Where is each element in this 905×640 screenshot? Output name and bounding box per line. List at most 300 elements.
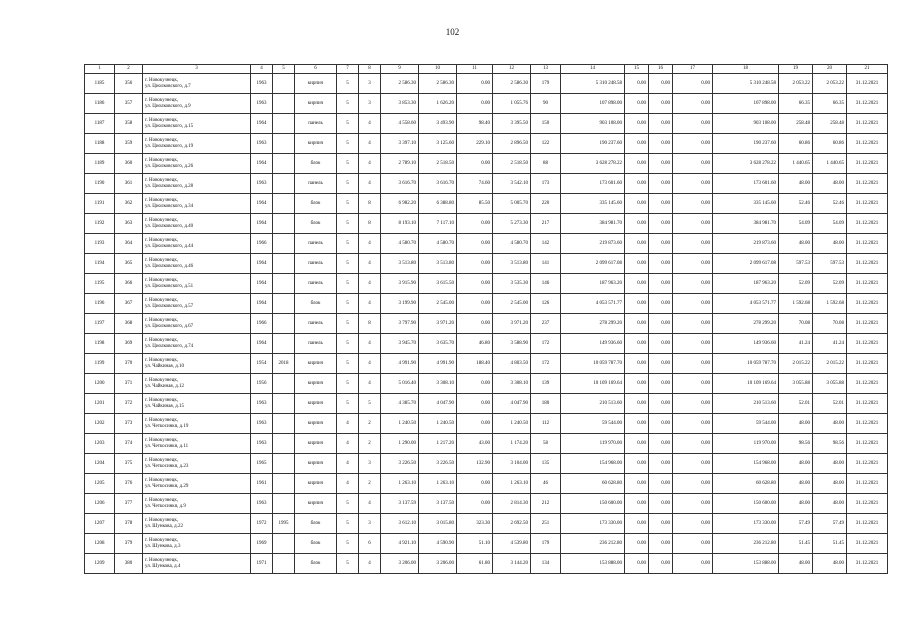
living-area-cell: 6 388.80 [419, 194, 457, 214]
fund-3-cell: 0.00 [673, 254, 713, 274]
object-id-cell: 371 [115, 374, 143, 394]
address-city: г. Новокузнецк, [145, 377, 179, 383]
nonresidential-area-cell: 0.00 [457, 314, 493, 334]
address-city: г. Новокузнецк, [145, 177, 179, 183]
renovation-year-cell [273, 74, 295, 94]
column-number-header-row [85, 65, 888, 74]
entrances-cell: 4 [359, 254, 381, 274]
fund-1-cell: 0.00 [625, 194, 649, 214]
row-number-cell: 1209 [85, 554, 115, 574]
address-city: г. Новокузнецк, [145, 137, 179, 143]
fund-3-cell: 0.00 [673, 294, 713, 314]
fund-2-cell: 0.00 [649, 94, 673, 114]
deadline-cell: 31.12.2021 [847, 314, 888, 334]
wall-material-cell: кирпич [295, 494, 337, 514]
object-id-cell: 356 [115, 74, 143, 94]
entrances-cell: 3 [359, 74, 381, 94]
row-number-cell: 1198 [85, 334, 115, 354]
cost-cell: 173 330.00 [561, 514, 625, 534]
build-year-cell: 1956 [251, 374, 273, 394]
entrances-cell: 4 [359, 134, 381, 154]
unit-cost-cell: 51.45 [779, 534, 813, 554]
unit-cost-cell: 41.24 [779, 334, 813, 354]
deadline-cell: 31.12.2021 [847, 394, 888, 414]
column-number-header: 20 [813, 65, 847, 74]
address-cell [143, 94, 251, 114]
total-area-cell: 8 193.10 [381, 214, 419, 234]
nonresidential-area-cell: 0.00 [457, 294, 493, 314]
entrances-cell: 4 [359, 554, 381, 574]
object-id-cell: 377 [115, 494, 143, 514]
table-body [85, 65, 888, 574]
cost-cell: 4 053 571.77 [561, 294, 625, 314]
wall-material-cell: панель [295, 334, 337, 354]
fund-1-cell: 0.00 [625, 74, 649, 94]
nonresidential-area-cell: 0.00 [457, 254, 493, 274]
address-city: г. Новокузнецк, [145, 497, 179, 503]
fund-2-cell: 0.00 [649, 374, 673, 394]
total-area-cell: 3 915.90 [381, 274, 419, 294]
address-street: ул. Четкосинкя, д.11 [145, 443, 189, 449]
fund-3-cell: 0.00 [673, 554, 713, 574]
fund-3-cell: 0.00 [673, 394, 713, 414]
renovation-year-cell [273, 474, 295, 494]
address-city: г. Новокузнецк, [145, 477, 179, 483]
fund-2-cell: 0.00 [649, 294, 673, 314]
cost-cell: 903 108.00 [561, 114, 625, 134]
build-year-cell: 1964 [251, 214, 273, 234]
entrances-cell: 4 [359, 354, 381, 374]
residents-cell: 112 [531, 414, 561, 434]
build-year-cell: 1964 [251, 254, 273, 274]
object-id-cell: 373 [115, 414, 143, 434]
nonresidential-area-cell: 85.50 [457, 194, 493, 214]
column-number-header: 13 [531, 65, 561, 74]
address-city: г. Новокузнецк, [145, 297, 179, 303]
deadline-cell: 31.12.2021 [847, 194, 888, 214]
limit-cost-cell: 52.01 [813, 394, 847, 414]
build-year-cell: 1963 [251, 414, 273, 434]
total-cost-cell: 903 108.00 [713, 114, 779, 134]
deadline-cell: 31.12.2021 [847, 514, 888, 534]
row-number-cell: 1186 [85, 94, 115, 114]
nonresidential-area-cell: 229.10 [457, 134, 493, 154]
address-city: г. Новокузнецк, [145, 557, 179, 563]
renovation-year-cell [273, 294, 295, 314]
entrances-cell: 2 [359, 434, 381, 454]
wall-material-cell: кирпич [295, 474, 337, 494]
unit-cost-cell: 48.00 [779, 234, 813, 254]
total-cost-cell: 10 059 787.70 [713, 354, 779, 374]
fund-3-cell: 0.00 [673, 134, 713, 154]
total-cost-cell: 3 628 278.22 [713, 154, 779, 174]
table-row [85, 354, 888, 374]
floors-cell: 5 [337, 154, 359, 174]
unit-cost-cell: 3 055.88 [779, 374, 813, 394]
floors-cell: 5 [337, 194, 359, 214]
cost-cell: 335 145.60 [561, 194, 625, 214]
limit-cost-cell: 2 053.22 [813, 74, 847, 94]
total-cost-cell: 119 970.00 [713, 434, 779, 454]
nonresidential-area-cell: 0.00 [457, 394, 493, 414]
address-street: ул. Циолковского, д.26 [145, 163, 194, 169]
cost-cell: 60 628.80 [561, 474, 625, 494]
living-area-cell: 1 263.10 [419, 474, 457, 494]
row-number-cell: 1204 [85, 454, 115, 474]
fund-3-cell: 0.00 [673, 434, 713, 454]
wall-material-cell: панель [295, 314, 337, 334]
limit-cost-cell: 258.48 [813, 114, 847, 134]
fund-2-cell: 0.00 [649, 214, 673, 234]
object-id-cell: 380 [115, 554, 143, 574]
renovation-year-cell [273, 114, 295, 134]
renovation-year-cell [273, 174, 295, 194]
object-id-cell: 370 [115, 354, 143, 374]
cost-cell: 59 544.00 [561, 414, 625, 434]
fund-3-cell: 0.00 [673, 214, 713, 234]
fund-1-cell: 0.00 [625, 474, 649, 494]
address-city: г. Новокузнецк, [145, 337, 179, 343]
address-city: г. Новокузнецк, [145, 417, 179, 423]
row-number-cell: 1185 [85, 74, 115, 94]
renovation-year-cell [273, 274, 295, 294]
nonresidential-area-cell: 74.60 [457, 174, 493, 194]
limit-cost-cell: 70.08 [813, 314, 847, 334]
residential-area-cell: 3 395.50 [493, 114, 531, 134]
entrances-cell: 2 [359, 474, 381, 494]
table-row [85, 554, 888, 574]
table-row [85, 114, 888, 134]
cost-cell: 236 212.80 [561, 534, 625, 554]
table-row [85, 274, 888, 294]
entrances-cell: 3 [359, 514, 381, 534]
limit-cost-cell: 52.46 [813, 194, 847, 214]
unit-cost-cell: 48.00 [779, 554, 813, 574]
fund-1-cell: 0.00 [625, 94, 649, 114]
object-id-cell: 360 [115, 154, 143, 174]
living-area-cell: 2 586.30 [419, 74, 457, 94]
cost-cell: 119 970.00 [561, 434, 625, 454]
address-cell [143, 234, 251, 254]
fund-1-cell: 0.00 [625, 254, 649, 274]
nonresidential-area-cell: 43.00 [457, 434, 493, 454]
living-area-cell: 2 518.50 [419, 154, 457, 174]
total-cost-cell: 219 873.60 [713, 234, 779, 254]
fund-2-cell: 0.00 [649, 194, 673, 214]
deadline-cell: 31.12.2021 [847, 334, 888, 354]
wall-material-cell: кирпич [295, 134, 337, 154]
floors-cell: 5 [337, 234, 359, 254]
residents-cell: 150 [531, 114, 561, 134]
address-street: ул. Чайкиная, д.10 [145, 363, 185, 369]
total-area-cell: 3 853.30 [381, 94, 419, 114]
column-number-header: 2 [115, 65, 143, 74]
nonresidential-area-cell: 0.00 [457, 234, 493, 254]
address-cell [143, 114, 251, 134]
address-cell [143, 214, 251, 234]
living-area-cell: 3 493.90 [419, 114, 457, 134]
wall-material-cell: кирпич [295, 94, 337, 114]
table-row [85, 414, 888, 434]
fund-3-cell: 0.00 [673, 274, 713, 294]
renovation-year-cell [273, 154, 295, 174]
build-year-cell: 1964 [251, 154, 273, 174]
column-number-header: 8 [359, 65, 381, 74]
entrances-cell: 4 [359, 294, 381, 314]
renovation-year-cell [273, 394, 295, 414]
object-id-cell: 367 [115, 294, 143, 314]
build-year-cell: 1963 [251, 174, 273, 194]
object-id-cell: 357 [115, 94, 143, 114]
object-id-cell: 378 [115, 514, 143, 534]
total-cost-cell: 150 600.00 [713, 494, 779, 514]
total-area-cell: 2 586.30 [381, 74, 419, 94]
address-street: ул. Циолковского, д.15 [145, 123, 194, 129]
column-number-header: 4 [251, 65, 273, 74]
deadline-cell: 31.12.2021 [847, 114, 888, 134]
living-area-cell: 2 545.00 [419, 294, 457, 314]
cost-cell: 187 963.20 [561, 274, 625, 294]
floors-cell: 5 [337, 214, 359, 234]
fund-1-cell: 0.00 [625, 454, 649, 474]
row-number-cell: 1190 [85, 174, 115, 194]
residential-area-cell: 3 535.30 [493, 274, 531, 294]
floors-cell: 5 [337, 74, 359, 94]
build-year-cell: 1963 [251, 434, 273, 454]
total-cost-cell: 335 145.60 [713, 194, 779, 214]
limit-cost-cell: 52.09 [813, 274, 847, 294]
column-number-header: 10 [419, 65, 457, 74]
total-area-cell: 1 290.00 [381, 434, 419, 454]
deadline-cell: 31.12.2021 [847, 94, 888, 114]
entrances-cell: 4 [359, 154, 381, 174]
fund-2-cell: 0.00 [649, 354, 673, 374]
total-cost-cell: 5 310 248.58 [713, 74, 779, 94]
fund-2-cell: 0.00 [649, 454, 673, 474]
total-cost-cell: 60 628.80 [713, 474, 779, 494]
build-year-cell: 1963 [251, 74, 273, 94]
renovation-year-cell [273, 234, 295, 254]
limit-cost-cell: 98.56 [813, 434, 847, 454]
address-cell [143, 354, 251, 374]
total-cost-cell: 278 299.20 [713, 314, 779, 334]
table-row [85, 254, 888, 274]
row-number-cell: 1199 [85, 354, 115, 374]
build-year-cell: 1971 [251, 554, 273, 574]
object-id-cell: 366 [115, 274, 143, 294]
cost-cell: 3 628 278.22 [561, 154, 625, 174]
entrances-cell: 5 [359, 394, 381, 414]
residential-area-cell: 4 580.70 [493, 234, 531, 254]
address-cell [143, 334, 251, 354]
total-area-cell: 3 797.90 [381, 314, 419, 334]
wall-material-cell: панель [295, 274, 337, 294]
column-number-header: 19 [779, 65, 813, 74]
limit-cost-cell: 41.24 [813, 334, 847, 354]
residential-area-cell: 2 692.50 [493, 514, 531, 534]
row-number-cell: 1202 [85, 414, 115, 434]
wall-material-cell: кирпич [295, 394, 337, 414]
floors-cell: 5 [337, 134, 359, 154]
fund-3-cell: 0.00 [673, 534, 713, 554]
cost-cell: 154 968.00 [561, 454, 625, 474]
renovation-year-cell [273, 194, 295, 214]
wall-material-cell: панель [295, 254, 337, 274]
residential-area-cell: 4 803.50 [493, 354, 531, 374]
residential-area-cell: 1 263.10 [493, 474, 531, 494]
address-city: г. Новокузнецк, [145, 537, 179, 543]
residents-cell: 172 [531, 354, 561, 374]
deadline-cell: 31.12.2021 [847, 134, 888, 154]
nonresidential-area-cell: 132.90 [457, 454, 493, 474]
fund-3-cell: 0.00 [673, 94, 713, 114]
fund-2-cell: 0.00 [649, 174, 673, 194]
unit-cost-cell: 70.08 [779, 314, 813, 334]
fund-1-cell: 0.00 [625, 294, 649, 314]
address-city: г. Новокузнецк, [145, 437, 179, 443]
residents-cell: 46 [531, 474, 561, 494]
limit-cost-cell: 1 592.68 [813, 294, 847, 314]
object-id-cell: 358 [115, 114, 143, 134]
table-row [85, 454, 888, 474]
floors-cell: 4 [337, 414, 359, 434]
living-area-cell: 3 137.50 [419, 494, 457, 514]
fund-2-cell: 0.00 [649, 514, 673, 534]
limit-cost-cell: 48.00 [813, 454, 847, 474]
object-id-cell: 368 [115, 314, 143, 334]
residents-cell: 251 [531, 514, 561, 534]
fund-1-cell: 0.00 [625, 354, 649, 374]
column-number-header: 7 [337, 65, 359, 74]
table-row [85, 394, 888, 414]
address-cell [143, 274, 251, 294]
total-area-cell: 4 921.10 [381, 534, 419, 554]
total-area-cell: 3 612.10 [381, 514, 419, 534]
address-street: ул. Циолковского, д.34 [145, 203, 194, 209]
table-row [85, 134, 888, 154]
residential-area-cell: 3 542.10 [493, 174, 531, 194]
renovation-year-cell: 1995 [273, 514, 295, 534]
residential-area-cell: 1 055.76 [493, 94, 531, 114]
cost-cell: 219 873.60 [561, 234, 625, 254]
fund-1-cell: 0.00 [625, 374, 649, 394]
fund-1-cell: 0.00 [625, 314, 649, 334]
address-street: ул. Шункова, д.4 [145, 563, 181, 569]
table-row [85, 494, 888, 514]
residents-cell: 126 [531, 294, 561, 314]
address-city: г. Новокузнецк, [145, 397, 179, 403]
residential-area-cell: 4 047.90 [493, 394, 531, 414]
nonresidential-area-cell: 46.80 [457, 334, 493, 354]
renovation-year-cell [273, 374, 295, 394]
row-number-cell: 1207 [85, 514, 115, 534]
renovation-year-cell [273, 94, 295, 114]
total-area-cell: 3 397.10 [381, 134, 419, 154]
address-street: ул. Циолковского, д.7 [145, 83, 191, 89]
renovation-year-cell [273, 534, 295, 554]
address-cell [143, 294, 251, 314]
residents-cell: 237 [531, 314, 561, 334]
entrances-cell: 4 [359, 234, 381, 254]
residents-cell: 220 [531, 194, 561, 214]
wall-material-cell: блок [295, 554, 337, 574]
floors-cell: 5 [337, 294, 359, 314]
fund-3-cell: 0.00 [673, 234, 713, 254]
wall-material-cell: кирпич [295, 374, 337, 394]
address-cell [143, 534, 251, 554]
build-year-cell: 1963 [251, 134, 273, 154]
residential-area-cell: 4 539.80 [493, 534, 531, 554]
entrances-cell: 8 [359, 314, 381, 334]
floors-cell: 5 [337, 334, 359, 354]
fund-3-cell: 0.00 [673, 474, 713, 494]
fund-1-cell: 0.00 [625, 414, 649, 434]
limit-cost-cell: 48.00 [813, 554, 847, 574]
renovation-year-cell [273, 134, 295, 154]
row-number-cell: 1194 [85, 254, 115, 274]
floors-cell: 5 [337, 174, 359, 194]
object-id-cell: 359 [115, 134, 143, 154]
residential-area-cell: 2 896.50 [493, 134, 531, 154]
fund-1-cell: 0.00 [625, 274, 649, 294]
renovation-year-cell [273, 214, 295, 234]
table-row [85, 234, 888, 254]
nonresidential-area-cell: 0.00 [457, 94, 493, 114]
cost-cell: 153 888.00 [561, 554, 625, 574]
wall-material-cell: блок [295, 534, 337, 554]
nonresidential-area-cell: 61.80 [457, 554, 493, 574]
living-area-cell: 1 217.20 [419, 434, 457, 454]
entrances-cell: 6 [359, 534, 381, 554]
table-row [85, 74, 888, 94]
fund-1-cell: 0.00 [625, 534, 649, 554]
address-cell [143, 134, 251, 154]
residents-cell: 141 [531, 254, 561, 274]
limit-cost-cell: 48.00 [813, 414, 847, 434]
renovation-year-cell [273, 454, 295, 474]
cost-cell: 173 601.60 [561, 174, 625, 194]
fund-1-cell: 0.00 [625, 514, 649, 534]
entrances-cell: 8 [359, 214, 381, 234]
total-cost-cell: 154 968.00 [713, 454, 779, 474]
limit-cost-cell: 3 055.88 [813, 374, 847, 394]
total-area-cell: 3 513.80 [381, 254, 419, 274]
row-number-cell: 1197 [85, 314, 115, 334]
deadline-cell: 31.12.2021 [847, 274, 888, 294]
build-year-cell: 1954 [251, 354, 273, 374]
total-cost-cell: 4 053 571.77 [713, 294, 779, 314]
total-area-cell: 3 137.59 [381, 494, 419, 514]
address-street: ул. Циолковского, д.74 [145, 343, 194, 349]
row-number-cell: 1189 [85, 154, 115, 174]
build-year-cell: 1964 [251, 194, 273, 214]
table-row [85, 374, 888, 394]
build-year-cell: 1966 [251, 314, 273, 334]
address-city: г. Новокузнецк, [145, 117, 179, 123]
address-street: ул. Циолковского, д.40 [145, 223, 194, 229]
fund-3-cell: 0.00 [673, 314, 713, 334]
unit-cost-cell: 48.00 [779, 414, 813, 434]
limit-cost-cell: 66.35 [813, 94, 847, 114]
cost-cell: 10 059 787.70 [561, 354, 625, 374]
address-street: ул. Циолковского, д.57 [145, 303, 194, 309]
address-city: г. Новокузнецк, [145, 237, 179, 243]
object-id-cell: 364 [115, 234, 143, 254]
address-cell [143, 374, 251, 394]
unit-cost-cell: 98.56 [779, 434, 813, 454]
address-cell [143, 254, 251, 274]
table-row [85, 474, 888, 494]
